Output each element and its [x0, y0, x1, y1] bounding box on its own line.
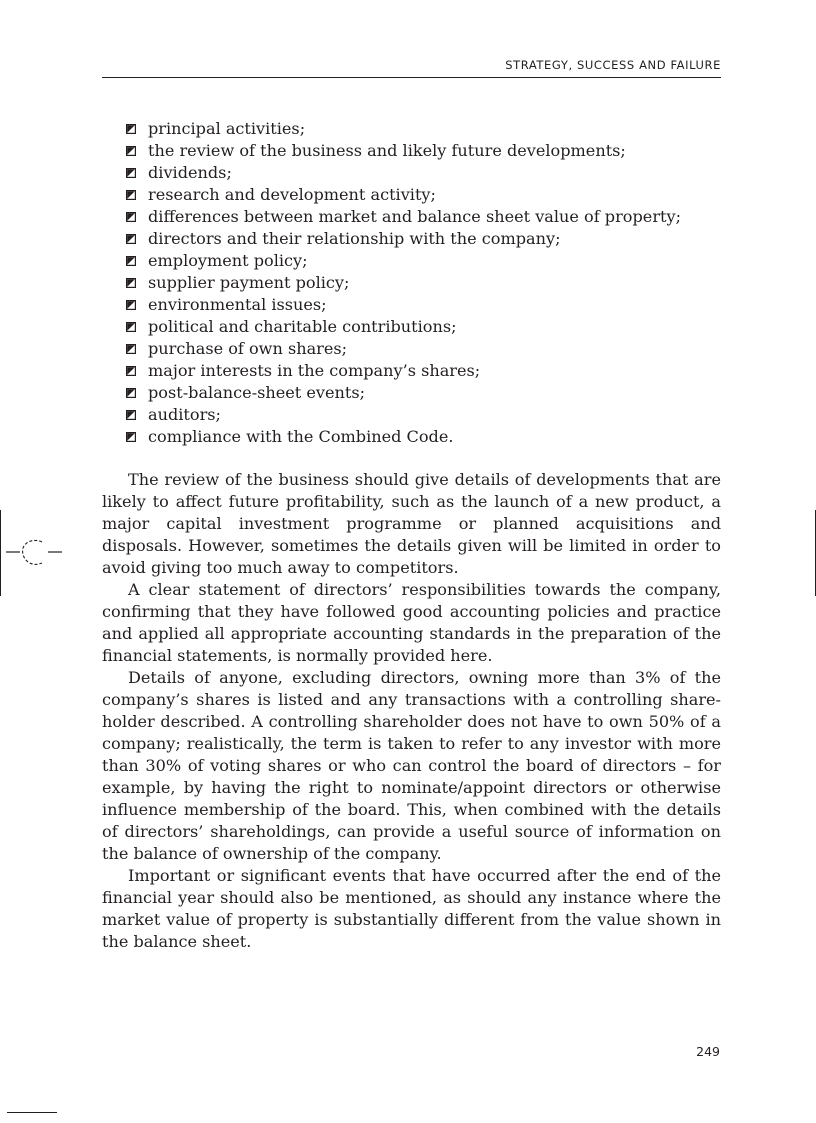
list-item: [102, 162, 721, 184]
list-item-text: dividends;: [148, 163, 232, 182]
list-item-text: auditors;: [148, 405, 221, 424]
list-item-text: environmental issues;: [148, 295, 327, 314]
paragraph: The review of the business should give details of developments that are likely to affect future profitability, such as the launch of a new product, a major capital investment programme or planned acquisitions and disposals. However, sometimes the details given will be limited in order to avoid giving too much away to competitors.: [102, 470, 721, 577]
checkbox-arrow-icon: [126, 322, 136, 332]
checkbox-arrow-icon: [126, 300, 136, 310]
list-item: [102, 294, 721, 316]
list-item-text: directors and their relationship with the company;: [148, 229, 561, 248]
checkbox-arrow-icon: [126, 256, 136, 266]
paragraph: A clear statement of directors’ responsibilities towards the company, confirming that they have followed good accounting policies and practice and applied all appropriate accounting standards in the preparation of the financial statements, is normally provided here.: [102, 580, 721, 665]
list-item: [102, 206, 721, 228]
checkbox-arrow-icon: [126, 124, 136, 134]
checkbox-arrow-icon: [126, 146, 136, 156]
registration-mark-icon: [6, 538, 62, 568]
header-rule: [102, 77, 721, 78]
checkbox-arrow-icon: [126, 234, 136, 244]
list-item-text: compliance with the Combined Code.: [148, 427, 454, 446]
list-item: [102, 404, 721, 426]
checkbox-arrow-icon: [126, 278, 136, 288]
list-item-text: purchase of own shares;: [148, 339, 348, 358]
list-item-text: post-balance-sheet events;: [148, 383, 366, 402]
scan-edge-left: [0, 510, 1, 596]
list-item-text: principal activities;: [148, 119, 306, 138]
list-item: [102, 272, 721, 294]
paragraph: Details of anyone, excluding directors, owning more than 3% of the company’s shares is listed and any transactions with a controlling shareholder described. A controlling shareholder does not have to own 50% of a company; realistically, the term is taken to refer to any investor with more than 30% of voting shares or who can control the board of directors – for example, by having the right to nominate/appoint directors or otherwise influence membership of the board. This, when combined with the details of directors’ shareholdings, can provide a useful source of information on the balance of ownership of the company.: [102, 668, 721, 863]
checkbox-arrow-icon: [126, 388, 136, 398]
body-text: [102, 469, 721, 953]
checkbox-arrow-icon: [126, 366, 136, 376]
list-item-text: research and development activity;: [148, 185, 436, 204]
checkbox-arrow-icon: [126, 344, 136, 354]
page-number: 249: [696, 1044, 720, 1059]
list-item: [102, 250, 721, 272]
running-head: STRATEGY, SUCCESS AND FAILURE: [505, 58, 721, 72]
list-item: [102, 426, 721, 448]
list-item: [102, 338, 721, 360]
list-item: [102, 360, 721, 382]
crop-mark: [7, 1112, 57, 1113]
list-item-text: political and charitable contributions;: [148, 317, 457, 336]
checkbox-arrow-icon: [126, 410, 136, 420]
list-item-text: supplier payment policy;: [148, 273, 350, 292]
list-item: [102, 316, 721, 338]
checkbox-arrow-icon: [126, 432, 136, 442]
paragraph: Important or significant events that have occurred after the end of the financial year should also be mentioned, as should any instance where the market value of property is substantially different from the value shown in the balance sheet.: [102, 866, 721, 951]
list-item: [102, 118, 721, 140]
checkbox-arrow-icon: [126, 212, 136, 222]
list-item-text: major interests in the company’s shares;: [148, 361, 481, 380]
list-item: [102, 184, 721, 206]
list-item-text: differences between market and balance sheet value of property;: [148, 207, 681, 226]
list-item: [102, 382, 721, 404]
list-item: [102, 140, 721, 162]
list-item: [102, 228, 721, 250]
checkbox-arrow-icon: [126, 168, 136, 178]
list-item-text: employment policy;: [148, 251, 308, 270]
checkbox-arrow-icon: [126, 190, 136, 200]
list-item-text: the review of the business and likely future developments;: [148, 141, 626, 160]
bullet-list: [102, 118, 721, 448]
